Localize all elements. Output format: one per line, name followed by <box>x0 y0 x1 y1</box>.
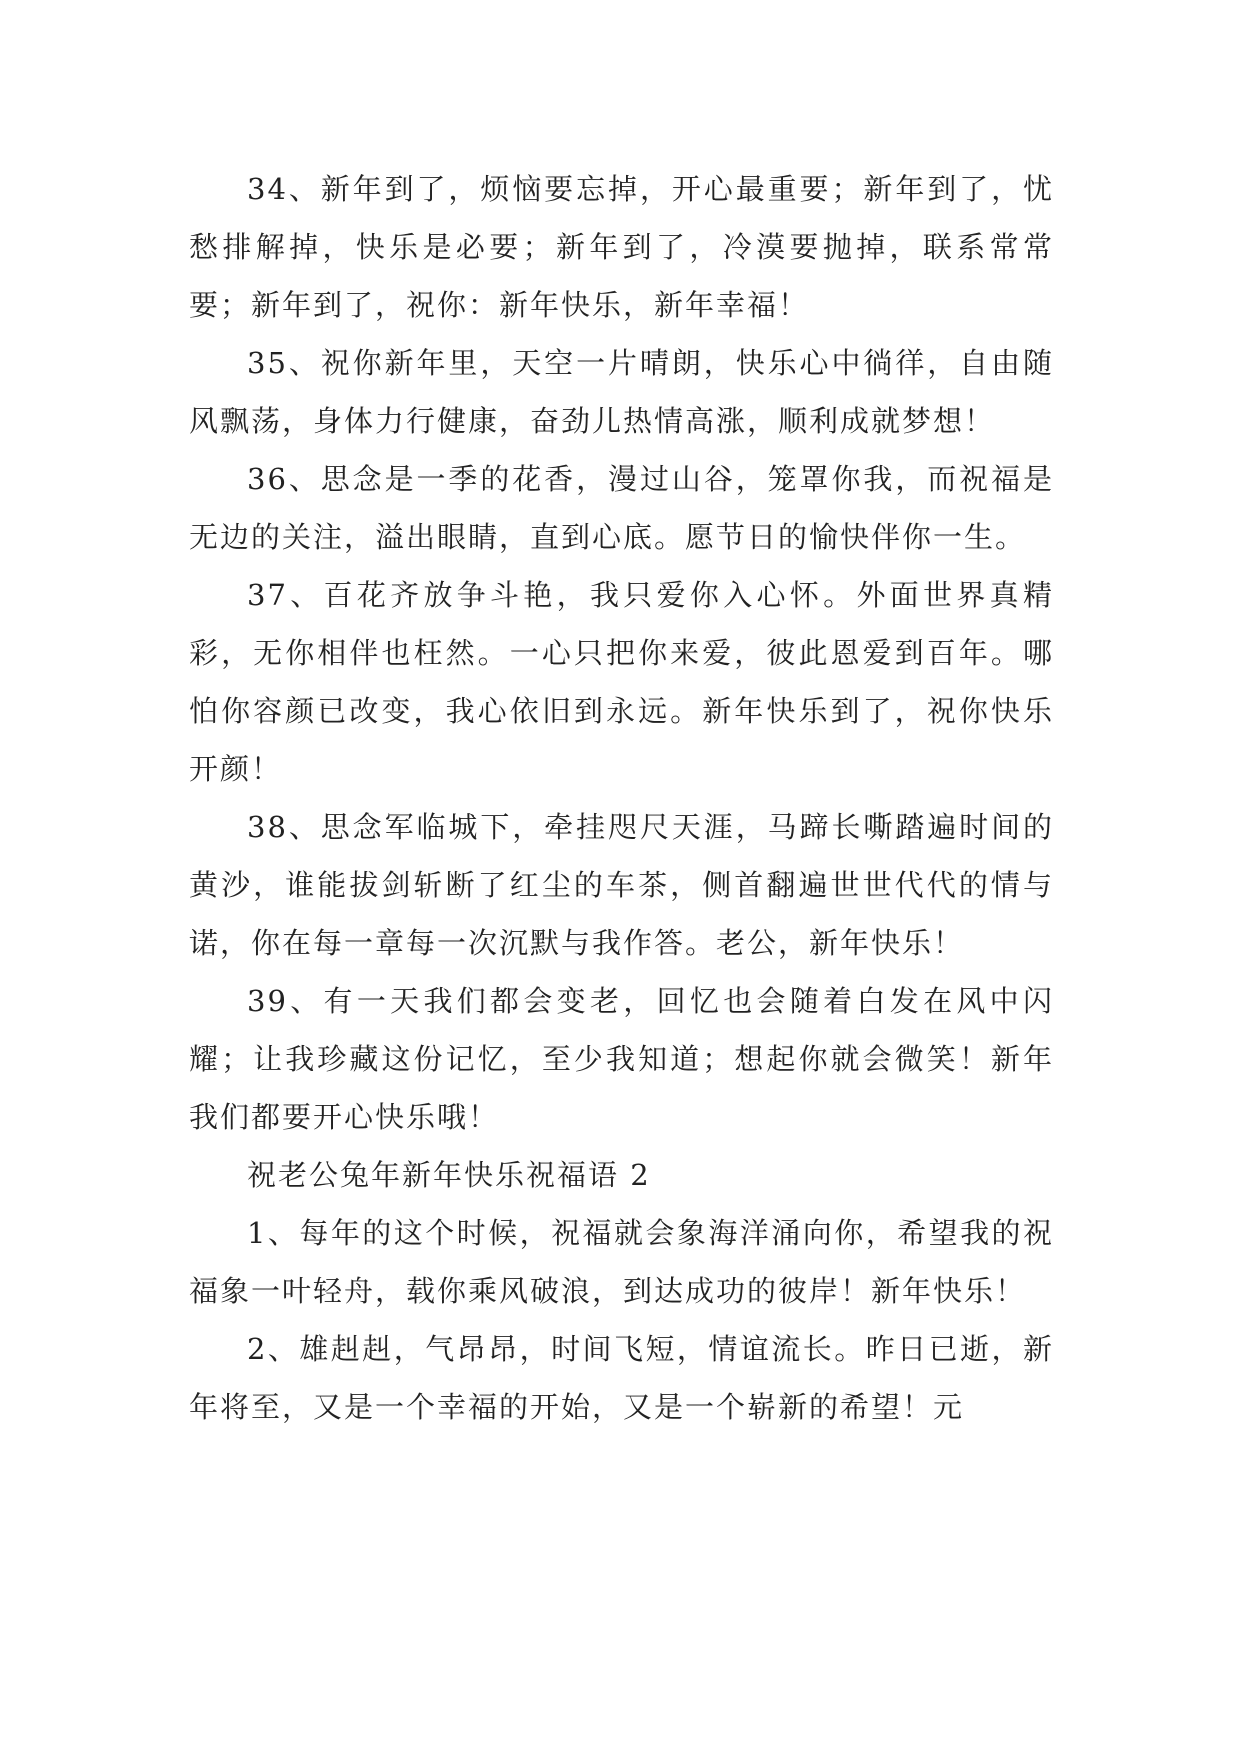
section-heading: 祝老公兔年新年快乐祝福语 2 <box>247 1158 651 1192</box>
paragraph-38: 38、思念军临城下，牵挂咫尺天涯，马蹄长嘶踏遍时间的黄沙，谁能拔剑斩断了红尘的车茶，侧首翻遍世世代代的情与诺，你在每一章每一次沉默与我作答。老公，新年快乐！ <box>189 810 1054 960</box>
paragraph-35: 35、祝你新年里，天空一片晴朗，快乐心中徜徉，自由随风飘荡，身体力行健康，奋劲儿热情高涨，顺利成就梦想！ <box>189 346 1054 438</box>
paragraph-34: 34、新年到了，烦恼要忘掉，开心最重要；新年到了，忧愁排解掉，快乐是必要；新年到了，冷漠要抛掉，联系常常要；新年到了，祝你：新年快乐，新年幸福！ <box>189 172 1054 322</box>
paragraph-36: 36、思念是一季的花香，漫过山谷，笼罩你我，而祝福是无边的关注，溢出眼睛，直到心底。愿节日的愉快伴你一生。 <box>189 462 1054 554</box>
paragraph-1: 1、每年的这个时候，祝福就会象海洋涌向你，希望我的祝福象一叶轻舟，载你乘风破浪，到达成功的彼岸！新年快乐！ <box>189 1216 1054 1308</box>
document-body <box>189 160 1054 1436</box>
paragraph-37: 37、百花齐放争斗艳，我只爱你入心怀。外面世界真精彩，无你相伴也枉然。一心只把你来爱，彼此恩爱到百年。哪怕你容颜已改变，我心依旧到永远。新年快乐到了，祝你快乐开颜！ <box>189 578 1054 786</box>
paragraph-39: 39、有一天我们都会变老，回忆也会随着白发在风中闪耀；让我珍藏这份记忆，至少我知道；想起你就会微笑！新年我们都要开心快乐哦！ <box>189 984 1054 1134</box>
paragraph-2: 2、雄赳赳，气昂昂，时间飞短，情谊流长。昨日已逝，新年将至，又是一个幸福的开始，又是一个崭新的希望！元 <box>189 1332 1054 1424</box>
